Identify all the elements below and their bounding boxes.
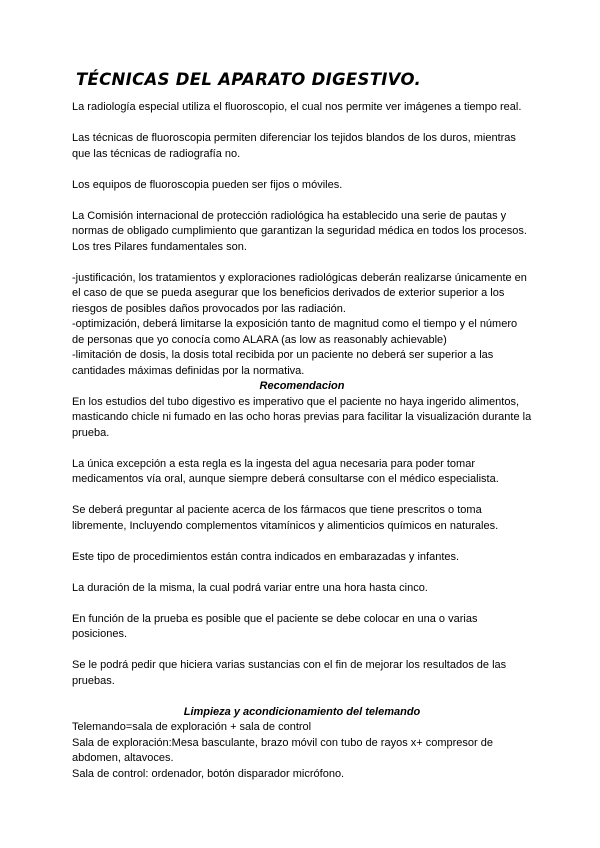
title-text: TÉCNICAS DEL APARATO DIGESTIVO xyxy=(76,70,415,89)
line-sala-exploracion: Sala de exploración:Mesa basculante, brazo móvil con tubo de rayos x+ compresor de abdomen, altavoces. xyxy=(72,736,493,764)
paragraph-estudios: En los estudios del tubo digestivo es imperativo que el paciente no haya ingerido alimentos, masticando chicle ni fumado en las ocho horas previas para facilitar la visualización durante la prueba. xyxy=(72,395,532,439)
paragraph-duracion: La duración de la misma, la cual podrá variar entre una hora hasta cinco. xyxy=(72,581,428,594)
paragraph-pilares: Los tres Pilares fundamentales son. xyxy=(72,240,247,253)
paragraph-posiciones: En función de la prueba es posible que el paciente se debe colocar en una o varias posiciones. xyxy=(72,612,478,640)
paragraph-sustancias: Se le podrá pedir que hiciera varias sustancias con el fin de mejorar los resultados de las pruebas. xyxy=(72,659,507,687)
paragraph-excepcion: La única excepción a esta regla es la ingesta del agua necesaria para poder tomar medicamentos vía oral, aunque siempre deberá consultarse con el médico especialista. xyxy=(72,457,499,485)
list-item-optimizacion: -optimización, deberá limitarse la exposición tanto de magnitud como el tiempo y el número de personas que yo conocía como ALARA (as low as reasonably achievable) xyxy=(72,318,518,346)
line-sala-control: Sala de control: ordenador, botón disparador micrófono. xyxy=(72,767,345,780)
heading-limpieza: Limpieza y acondicionamiento del telemando xyxy=(183,705,421,718)
title-period: . xyxy=(414,70,422,89)
page-title xyxy=(76,70,532,90)
list-item-limitacion: -limitación de dosis, la dosis total recibida por un paciente no deberá ser superior a las cantidades máximas definidas por la normativa. xyxy=(72,349,494,377)
paragraph-comision: La Comisión internacional de protección radiológica ha establecido una serie de pautas y normas de obligado cumplimiento que garantizan la seguridad médica en todos los procesos. xyxy=(72,209,527,237)
heading-recomendacion: Recomendacion xyxy=(259,380,345,392)
paragraph-equipos: Los equipos de fluoroscopia pueden ser fijos o móviles. xyxy=(72,178,343,191)
paragraph-tecnicas: Las técnicas de fluoroscopia permiten diferenciar los tejidos blandos de los duros, mientras que las técnicas de radiografía no. xyxy=(72,132,516,160)
paragraph-fluoroscopio: La radiología especial utiliza el fluoroscopio, el cual nos permite ver imágenes a tiempo real. xyxy=(72,101,522,113)
list-item-justificacion: -justificación, los tratamientos y exploraciones radiológicas deberán realizarse únicamente en el caso de que se pueda asegurar que los beneficios derivados de exterior superior a los riesgos de posibles daños provocados por las radiación. xyxy=(72,271,527,315)
paragraph-contraindicados: Este tipo de procedimientos están contra indicados en embarazadas y infantes. xyxy=(72,550,460,563)
line-telemando: Telemando=sala de exploración + sala de control xyxy=(72,721,312,733)
paragraph-farmacos: Se deberá preguntar al paciente acerca de los fármacos que tiene prescritos o toma libremente, Incluyendo complementos vitamínicos y alimenticios químicos en naturales. xyxy=(72,504,499,532)
document-page xyxy=(72,70,532,782)
